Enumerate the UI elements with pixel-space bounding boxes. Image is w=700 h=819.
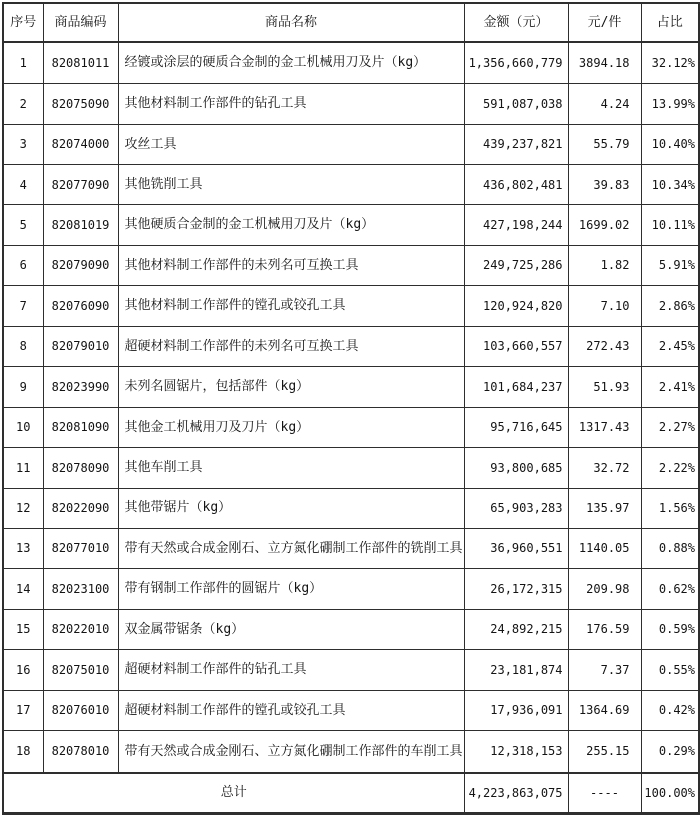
cell-code: 82078090 [43, 448, 118, 488]
cell-name: 其他硬质合金制的金工机械用刀及片（kg） [118, 205, 464, 245]
total-amount: 4,223,863,075 [464, 773, 568, 814]
cell-amount: 65,903,283 [464, 488, 568, 528]
cell-code: 82075010 [43, 650, 118, 690]
cell-name: 经镀或涂层的硬质合金制的金工机械用刀及片（kg） [118, 42, 464, 84]
cell-name: 超硬材料制工作部件的未列名可互换工具 [118, 326, 464, 366]
cell-unit-price: 1364.69 [568, 690, 641, 730]
cell-share: 0.42% [641, 690, 699, 730]
cell-unit-price: 39.83 [568, 165, 641, 205]
cell-code: 82076090 [43, 286, 118, 326]
cell-unit-price: 51.93 [568, 367, 641, 407]
table-row [3, 448, 699, 488]
cell-amount: 249,725,286 [464, 245, 568, 285]
table-row [3, 650, 699, 690]
cell-code: 82081011 [43, 42, 118, 84]
col-header-amount: 金额（元） [464, 3, 568, 42]
table-row [3, 205, 699, 245]
table-row [3, 326, 699, 366]
cell-amount: 95,716,645 [464, 407, 568, 447]
table-row [3, 528, 699, 568]
cell-code: 82079090 [43, 245, 118, 285]
cell-share: 10.40% [641, 124, 699, 164]
cell-index: 1 [3, 42, 43, 84]
cell-name: 其他铣削工具 [118, 165, 464, 205]
cell-code: 82081090 [43, 407, 118, 447]
cell-name: 带有钢制工作部件的圆锯片（kg） [118, 569, 464, 609]
cell-unit-price: 255.15 [568, 731, 641, 773]
cell-code: 82078010 [43, 731, 118, 773]
cell-name: 其他带锯片（kg） [118, 488, 464, 528]
cell-name: 带有天然或合成金刚石、立方氮化硼制工作部件的车削工具 [118, 731, 464, 773]
cell-name: 双金属带锯条（kg） [118, 609, 464, 649]
cell-amount: 103,660,557 [464, 326, 568, 366]
cell-share: 2.41% [641, 367, 699, 407]
table-row [3, 124, 699, 164]
cell-amount: 93,800,685 [464, 448, 568, 488]
cell-index: 11 [3, 448, 43, 488]
cell-share: 32.12% [641, 42, 699, 84]
cell-code: 82077010 [43, 528, 118, 568]
table-row [3, 286, 699, 326]
cell-unit-price: 7.10 [568, 286, 641, 326]
cell-name: 超硬材料制工作部件的钻孔工具 [118, 650, 464, 690]
cell-share: 2.22% [641, 448, 699, 488]
table-row [3, 165, 699, 205]
cell-index: 2 [3, 84, 43, 124]
table-row [3, 609, 699, 649]
cell-unit-price: 176.59 [568, 609, 641, 649]
table-row [3, 407, 699, 447]
cell-unit-price: 1699.02 [568, 205, 641, 245]
cell-unit-price: 55.79 [568, 124, 641, 164]
col-header-code: 商品编码 [43, 3, 118, 42]
table-footer [3, 773, 699, 814]
cell-name: 超硬材料制工作部件的镗孔或铰孔工具 [118, 690, 464, 730]
cell-unit-price: 7.37 [568, 650, 641, 690]
total-row [3, 773, 699, 814]
cell-share: 13.99% [641, 84, 699, 124]
table-row [3, 84, 699, 124]
col-header-index: 序号 [3, 3, 43, 42]
cell-share: 2.86% [641, 286, 699, 326]
cell-amount: 427,198,244 [464, 205, 568, 245]
cell-code: 82075090 [43, 84, 118, 124]
cell-code: 82074000 [43, 124, 118, 164]
cell-unit-price: 135.97 [568, 488, 641, 528]
table-row [3, 690, 699, 730]
cell-unit-price: 1140.05 [568, 528, 641, 568]
table-row [3, 367, 699, 407]
cell-code: 82079010 [43, 326, 118, 366]
cell-unit-price: 32.72 [568, 448, 641, 488]
table-row [3, 731, 699, 773]
cell-name: 其他金工机械用刀及刀片（kg） [118, 407, 464, 447]
cell-unit-price: 209.98 [568, 569, 641, 609]
cell-name: 其他材料制工作部件的未列名可互换工具 [118, 245, 464, 285]
col-header-name: 商品名称 [118, 3, 464, 42]
cell-unit-price: 272.43 [568, 326, 641, 366]
header-row [3, 3, 699, 42]
cell-index: 9 [3, 367, 43, 407]
cell-amount: 26,172,315 [464, 569, 568, 609]
cell-name: 其他车削工具 [118, 448, 464, 488]
cell-index: 5 [3, 205, 43, 245]
col-header-unit-price: 元/件 [568, 3, 641, 42]
cell-amount: 591,087,038 [464, 84, 568, 124]
cell-index: 17 [3, 690, 43, 730]
cell-name: 其他材料制工作部件的镗孔或铰孔工具 [118, 286, 464, 326]
cell-amount: 436,802,481 [464, 165, 568, 205]
cell-share: 0.88% [641, 528, 699, 568]
cell-amount: 23,181,874 [464, 650, 568, 690]
cell-share: 10.11% [641, 205, 699, 245]
cell-name: 带有天然或合成金刚石、立方氮化硼制工作部件的铣削工具 [118, 528, 464, 568]
cell-unit-price: 1317.43 [568, 407, 641, 447]
total-share: 100.00% [641, 773, 699, 814]
cell-code: 82022090 [43, 488, 118, 528]
cell-amount: 439,237,821 [464, 124, 568, 164]
cell-share: 0.59% [641, 609, 699, 649]
cell-amount: 120,924,820 [464, 286, 568, 326]
cell-index: 3 [3, 124, 43, 164]
cell-index: 13 [3, 528, 43, 568]
cell-index: 4 [3, 165, 43, 205]
cell-share: 2.45% [641, 326, 699, 366]
table-body [3, 42, 699, 773]
cell-name: 其他材料制工作部件的钻孔工具 [118, 84, 464, 124]
table-row [3, 488, 699, 528]
cell-amount: 36,960,551 [464, 528, 568, 568]
cell-index: 8 [3, 326, 43, 366]
col-header-share: 占比 [641, 3, 699, 42]
table-row [3, 245, 699, 285]
cell-share: 5.91% [641, 245, 699, 285]
cell-amount: 17,936,091 [464, 690, 568, 730]
cell-amount: 101,684,237 [464, 367, 568, 407]
cell-index: 10 [3, 407, 43, 447]
total-label: 总计 [3, 773, 464, 814]
cell-code: 82081019 [43, 205, 118, 245]
cell-name: 攻丝工具 [118, 124, 464, 164]
cell-share: 2.27% [641, 407, 699, 447]
cell-amount: 1,356,660,779 [464, 42, 568, 84]
cell-index: 14 [3, 569, 43, 609]
cell-unit-price: 4.24 [568, 84, 641, 124]
cell-name: 未列名圆锯片，包括部件（kg） [118, 367, 464, 407]
cell-share: 1.56% [641, 488, 699, 528]
cell-unit-price: 1.82 [568, 245, 641, 285]
cell-share: 0.62% [641, 569, 699, 609]
cell-unit-price: 3894.18 [568, 42, 641, 84]
cell-code: 82077090 [43, 165, 118, 205]
cell-code: 82023990 [43, 367, 118, 407]
cell-index: 16 [3, 650, 43, 690]
cell-index: 6 [3, 245, 43, 285]
cell-amount: 12,318,153 [464, 731, 568, 773]
cell-index: 18 [3, 731, 43, 773]
cell-share: 0.29% [641, 731, 699, 773]
cell-code: 82076010 [43, 690, 118, 730]
table-row [3, 42, 699, 84]
cell-index: 15 [3, 609, 43, 649]
table-header [3, 3, 699, 42]
total-unit-price: ---- [568, 773, 641, 814]
cell-share: 10.34% [641, 165, 699, 205]
cell-amount: 24,892,215 [464, 609, 568, 649]
table-row [3, 569, 699, 609]
cell-share: 0.55% [641, 650, 699, 690]
cell-index: 12 [3, 488, 43, 528]
cell-index: 7 [3, 286, 43, 326]
cell-code: 82022010 [43, 609, 118, 649]
commodity-table [2, 2, 700, 815]
cell-code: 82023100 [43, 569, 118, 609]
